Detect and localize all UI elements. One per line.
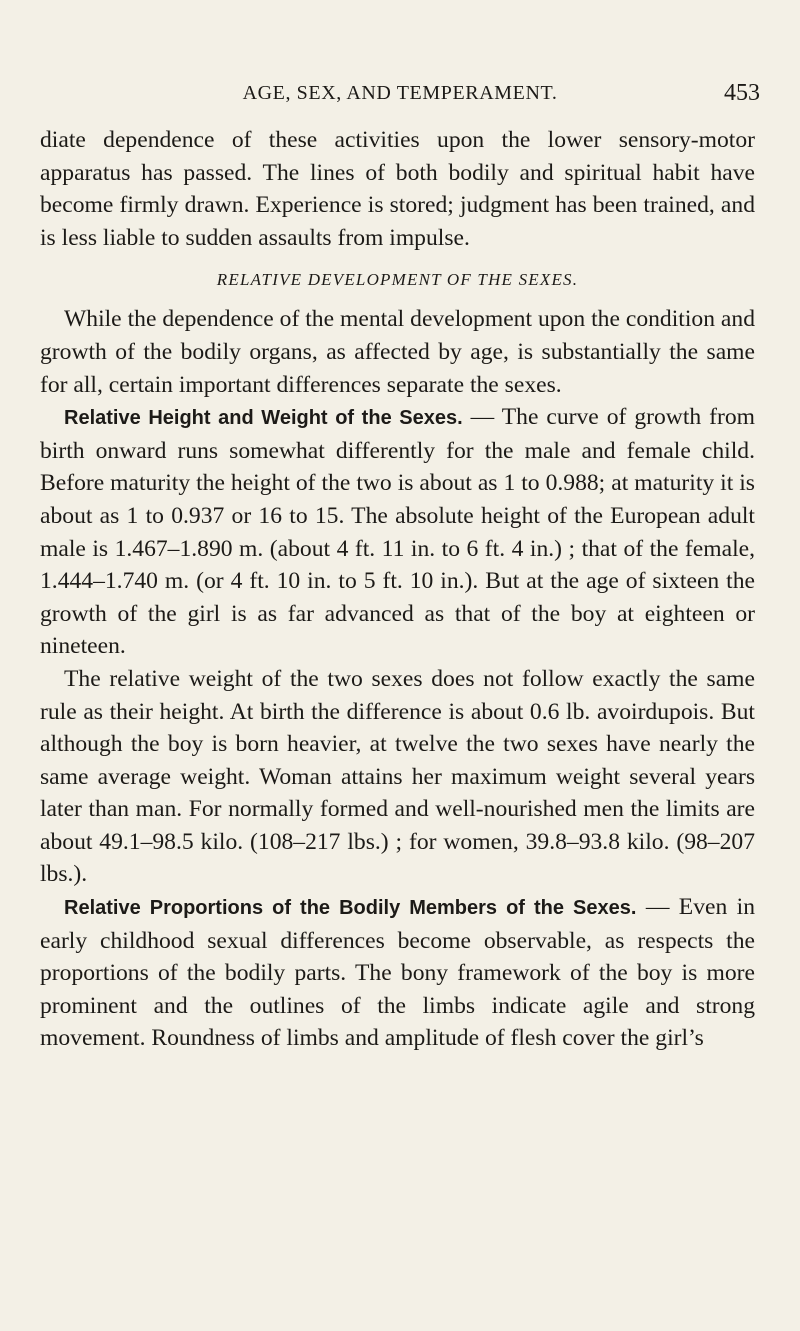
paragraph-sexes-intro: While the dependence of the mental development upon the condition and growth of the bodily organs, as affected by age, is substantially the same for all, certain important differences separate the sexes. bbox=[40, 306, 755, 398]
running-title: AGE, SEX, AND TEMPERAMENT. bbox=[242, 82, 558, 104]
run-in-heading-height-weight: Relative Height and Weight of the Sexes. bbox=[64, 407, 463, 430]
run-in-heading-proportions: Relative Proportions of the Bodily Members of the Sexes. bbox=[64, 897, 637, 920]
running-head bbox=[40, 80, 760, 108]
paragraph-relative-weight: The relative weight of the two sexes does not follow exactly the same rule as their height. At birth the difference is about 0.6 lb. avoirdupois. But although the boy is born heavier, at twelve the two sexes have nearly the same average weight. Woman attains her maximum weight several years later than man. For normally formed and well-nourished men the limits are about 49.1–98.5 kilo. (108–217 lbs.) ; for women, 39.8–93.8 kilo. (98–207 lbs.). bbox=[40, 665, 755, 888]
paragraph-height-weight bbox=[40, 401, 755, 663]
paragraph-height-weight-text: — The curve of growth from birth onward runs somewhat differently for the male and female child. Before maturity the height of the two is about as 1 to 0.988; at maturity it is about as 1 to 0.937 or 16 to 15. The absolute height of the European adult male is 1.467–1.890 m. (about 4 ft. 11 in. to 6 ft. 4 in.) ; that of the female, 1.444–1.740 m. (or 4 ft. 10 in. to 5 ft. 10 in.). But at the age of sixteen the growth of the girl is as far advanced as that of the boy at eighteen or nineteen. bbox=[40, 404, 755, 660]
paragraph-continuation: diate dependence of these activities upon the lower sensory-motor apparatus has passed. The lines of both bodily and spiritual habit have become firmly drawn. Experience is stored; judgment has been trained, and is less liable to sudden assaults from impulse. bbox=[40, 127, 755, 251]
section-heading: RELATIVE DEVELOPMENT OF THE SEXES. bbox=[216, 270, 579, 290]
body-text bbox=[40, 124, 755, 1055]
paragraph-proportions bbox=[40, 891, 755, 1055]
page-number: 453 bbox=[724, 80, 760, 106]
paragraph-proportions-text: — Even in early childhood sexual differences become observable, as respects the proportions of the bodily parts. The bony framework of the boy is more prominent and the outlines of the limbs indicate agile and strong movement. Roundness of limbs and amplitude of flesh cover the girl’s bbox=[40, 894, 756, 1052]
